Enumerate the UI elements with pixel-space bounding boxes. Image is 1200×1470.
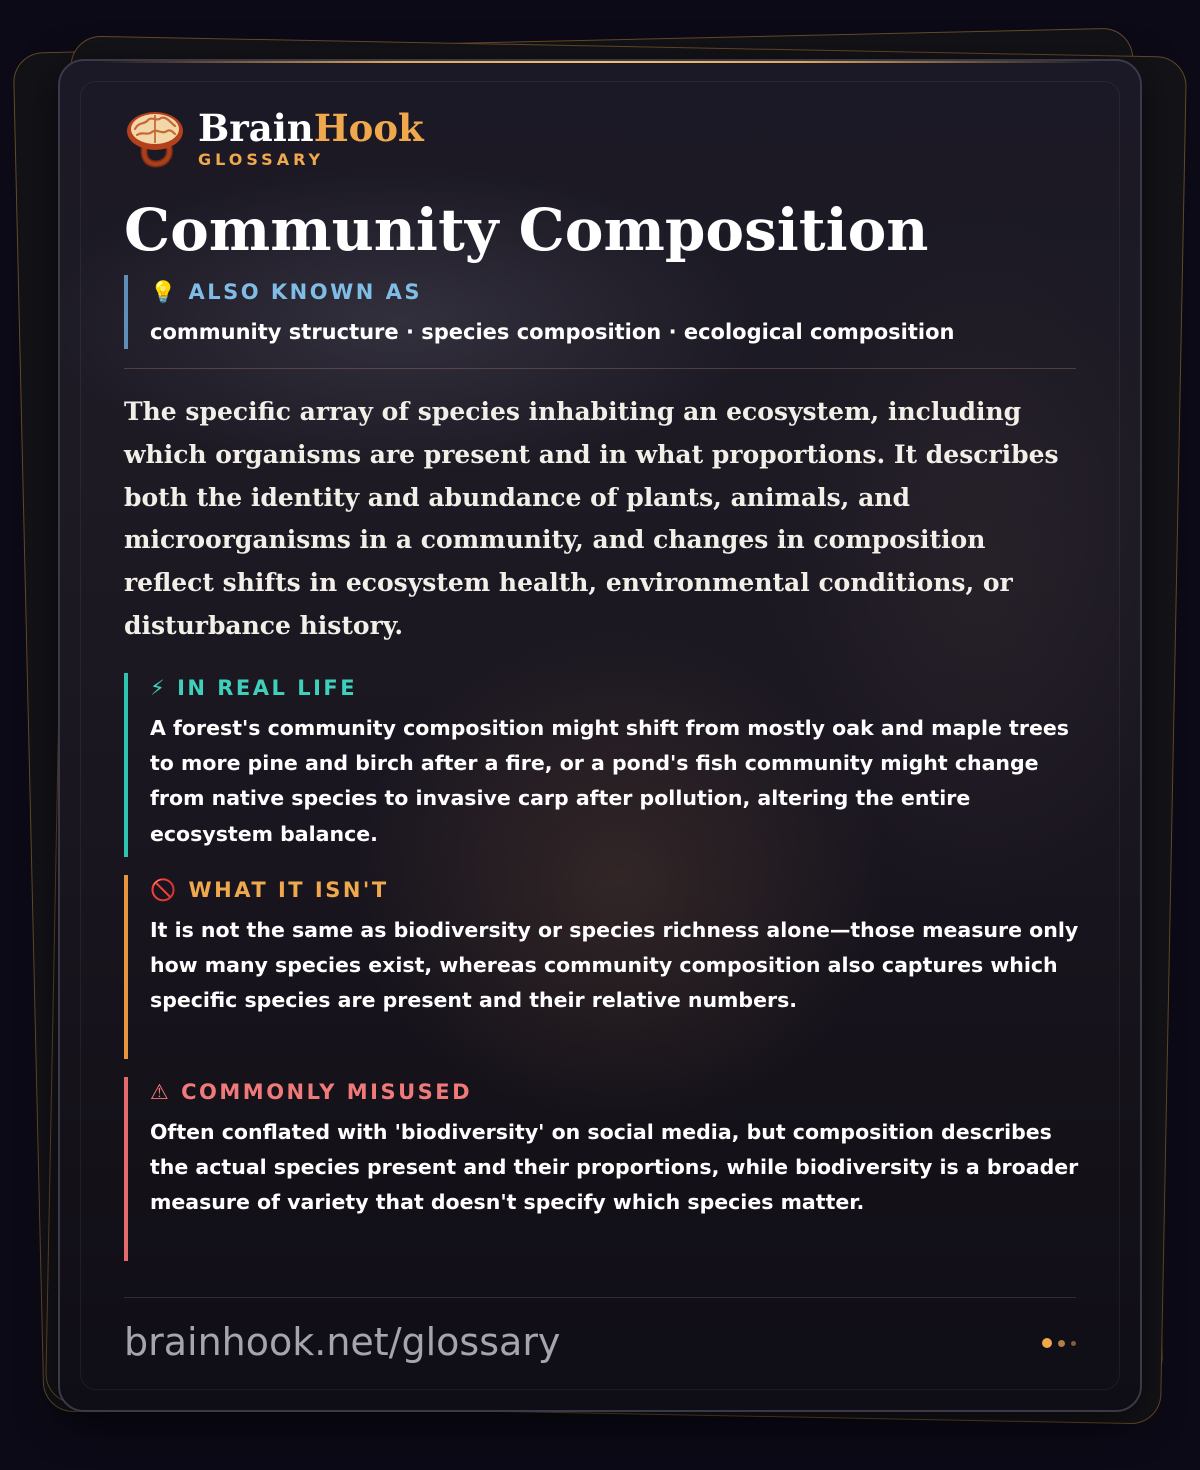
prohibited-icon: 🚫 [150, 878, 179, 902]
note-isnt-label: WHAT IT ISN'T [188, 878, 389, 902]
term-title: Community Composition [124, 196, 929, 264]
pagination-dot-active [1042, 1338, 1052, 1348]
note-in-real-life [124, 673, 1076, 857]
pagination-dots [1036, 1338, 1076, 1348]
aka-label: ALSO KNOWN AS [188, 280, 423, 304]
footer-divider [124, 1297, 1076, 1298]
note-misused-header [150, 1077, 1076, 1107]
pagination-dot [1058, 1340, 1065, 1347]
note-real-label: IN REAL LIFE [177, 676, 358, 700]
note-isnt-body: It is not the same as biodiversity or species richness alone—those measure only how many species exist, whereas community composition also captures which specific species are present and their relative numbers. [150, 918, 1079, 1013]
note-real-header [150, 673, 1076, 703]
also-known-as-section [124, 275, 1076, 349]
note-isnt-header [150, 875, 1076, 905]
term-definition: The specific array of species inhabiting an ecosystem, including which organisms are present and in what proportions. It describes both the identity and abundance of plants, animals, and microorganisms in a community, and changes in composition reflect shifts in ecosystem health, environmental conditions, or disturbance history. [124, 397, 1059, 640]
note-commonly-misused [124, 1077, 1079, 1261]
aka-values: community structure · species composition · ecological composition [150, 320, 955, 344]
brand-name [198, 105, 424, 150]
lightbulb-icon: 💡 [150, 280, 179, 304]
note-misused-body: Often conflated with 'biodiversity' on social media, but composition describes the actual species present and their proportions, while biodiversity is a broader measure of variety that doesn't specify which species matter. [150, 1120, 1079, 1215]
note-what-it-isnt [124, 875, 1079, 1059]
warning-icon: ⚠ [150, 1080, 172, 1104]
aka-header [150, 275, 1076, 307]
brand-subtitle: GLOSSARY [198, 149, 325, 169]
brand-name-accent: Hook [313, 105, 424, 150]
note-real-body: A forest's community composition might shift from mostly oak and maple trees to more pine and birch after a fire, or a pond's fish community might change from native species to invasive carp after pollution, altering the entire ecosystem balance. [150, 716, 1069, 846]
brand-header [124, 107, 424, 169]
footer-url[interactable]: brainhook.net/glossary [124, 1320, 561, 1364]
brain-hook-icon [124, 107, 186, 169]
pagination-dot [1071, 1341, 1076, 1346]
lightning-icon: ⚡ [150, 676, 168, 700]
glossary-card [58, 59, 1142, 1412]
card-top-glow [100, 61, 1100, 63]
note-misused-label: COMMONLY MISUSED [181, 1080, 473, 1104]
brand-name-main: Brain [198, 105, 314, 150]
section-divider [124, 368, 1076, 369]
